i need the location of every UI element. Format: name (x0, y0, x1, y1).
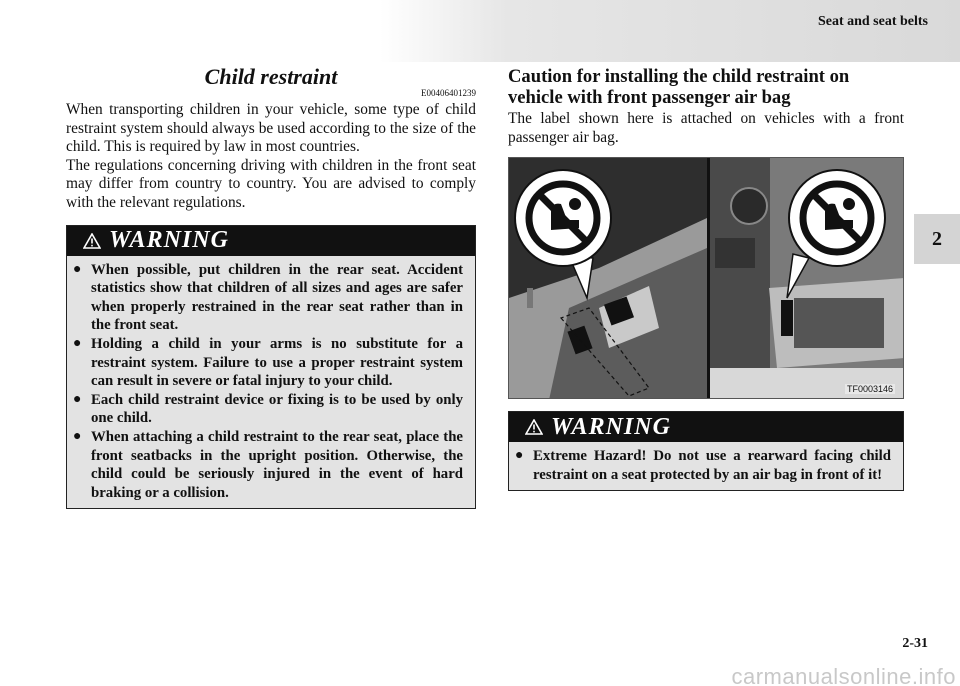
section-title: Child restraint (204, 64, 338, 89)
warning-triangle-icon (525, 419, 543, 435)
bullet-icon: ● (515, 448, 524, 464)
warning-header (509, 412, 903, 442)
label-paragraph: The label shown here is attached on vehicles with a front passenger air bag. (508, 110, 904, 146)
warning-list (67, 256, 475, 509)
dashboard-illustration (509, 158, 904, 399)
bullet-icon: ● (73, 335, 82, 351)
header-band (380, 0, 960, 62)
running-header: Seat and seat belts (817, 14, 928, 29)
warning-item-text: Holding a child in your arms is no substitute for a restraint system. Failure to use a proper restraint system can result in severe or fatal injury to your child. (91, 335, 463, 390)
left-column (66, 60, 476, 509)
warning-item (73, 261, 463, 335)
warning-box-airbag (508, 411, 904, 491)
warning-item (73, 335, 463, 391)
page-number: 2-31 (902, 636, 928, 651)
intro-paragraph: When transporting children in your vehicle, some type of child restraint system should always be used according to the size of the child. This is required by law in most countries. (66, 101, 476, 156)
regulations-paragraph: The regulations concerning driving with children in the front seat may differ from country to country. You are advised to comply with the relevant regulations. (66, 156, 476, 211)
chapter-tab: 2 (914, 214, 960, 264)
warning-box-main (66, 225, 476, 510)
warning-label: WARNING (109, 227, 229, 254)
warning-header (67, 226, 475, 256)
right-column (508, 66, 904, 491)
subsection-title: Caution for installing the child restraint on vehicle with front passenger air bag (508, 66, 850, 108)
warning-item-text: Each child restraint device or fixing is to be used by only one child. (91, 391, 463, 427)
bullet-icon: ● (73, 261, 82, 277)
warning-item-text: When possible, put children in the rear seat. Accident statistics show that children of all sizes and ages are safer when properly restrained in the rear seat rather than in the front seat. (91, 261, 463, 334)
figure-code: TF0003146 (846, 384, 893, 395)
reference-code: E00406401239 (421, 88, 476, 98)
warning-triangle-icon (83, 233, 101, 249)
warning-item (73, 391, 463, 428)
warning-item (73, 428, 463, 502)
watermark: carmanualsonline.info (731, 664, 956, 686)
warning-item-text: Extreme Hazard! Do not use a rearward facing child restraint on a seat protected by an air bag in front of it! (533, 448, 891, 483)
warning-item (515, 447, 891, 484)
bullet-icon: ● (73, 391, 82, 407)
warning-label: WARNING (551, 413, 671, 440)
warning-item-text: When attaching a child restraint to the rear seat, place the front seatbacks in the upright position. Otherwise, the child could be seriously injured in the event of hard braking or a collision. (91, 428, 463, 501)
airbag-label-figure (508, 157, 904, 399)
warning-list (509, 442, 903, 490)
bullet-icon: ● (73, 428, 82, 444)
